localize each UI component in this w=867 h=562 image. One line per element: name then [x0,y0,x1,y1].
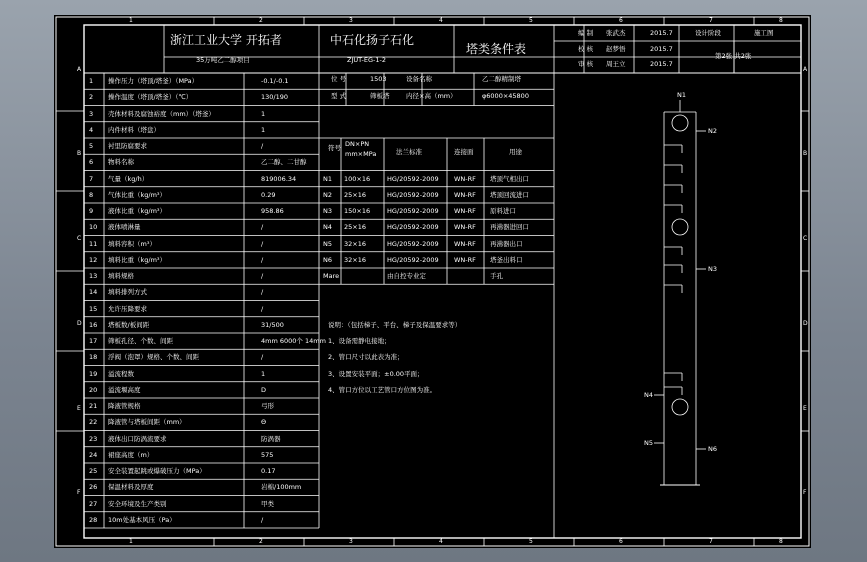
role-review: 审 核 [578,60,594,68]
zone-col-bottom: 3 [349,538,353,545]
param-name: 填料容积（m³） [108,239,156,248]
param-name: 10m处基本风压（Pa） [108,515,176,524]
date-check: 2015.7 [650,45,673,53]
param-no: 8 [89,190,94,199]
nozzle-dn: 150×16 [344,207,371,215]
role-check: 校 核 [578,45,594,53]
label-n5: N5 [644,439,653,447]
param-no: 20 [89,385,98,394]
nozzle-symbol: N1 [323,174,332,183]
param-name: 填料规格 [108,272,134,280]
param-value: 甲类 [261,499,274,508]
param-value: 岩棉/100mm [261,483,302,492]
zone-row-left: B [77,150,82,157]
param-name: 填料排列方式 [108,288,147,297]
param-value: 1 [261,109,266,118]
param-name: 塔板数/板间距 [108,320,150,329]
zone-col-top: 7 [709,17,713,24]
nozzle-symbol: N5 [323,239,332,248]
param-no: 19 [89,369,98,378]
param-value: / [261,142,264,150]
equipment-name-label: 设备名称 [406,75,432,83]
nozzle-standard: HG/20592-2009 [387,239,439,248]
param-name: 物料名称 [108,158,134,167]
param-name: 裙座高度（m） [108,450,154,459]
param-no: 16 [89,320,98,329]
zone-col-top: 3 [349,17,353,24]
size-value: φ6000×45800 [482,92,529,100]
param-value: / [261,223,264,232]
param-name: 液体喷淋量 [108,223,141,232]
zone-row-left: C [77,235,82,242]
param-value: Θ [261,418,267,427]
note-line: 说明：（包括梯子、平台、梯子及保温要求等） [328,320,462,329]
note-line: 1、设备需静电接地； [328,337,391,345]
role-compile: 编 制 [578,29,594,37]
zone-col-top: 2 [259,17,263,24]
param-no: 17 [89,337,98,345]
nozzle-standard: 由自控专业定 [387,272,426,280]
param-name: 操作压力（塔顶/塔釜）（MPa） [108,77,199,85]
nozzle-standard: HG/20592-2009 [387,223,439,232]
param-no: 14 [89,288,98,297]
nozzle-dn: 25×16 [344,190,366,199]
nozzle-symbol: N6 [323,255,332,264]
param-name: 安全装置起跳或爆破压力（MPa） [108,467,206,475]
nozzle-use: 塔釜出料口 [490,255,523,264]
nozzle-header-dn: DN×PN mm×MPa [345,140,377,158]
position-value: 1503 [370,75,387,83]
param-no: 24 [89,450,98,459]
name-compile: 张武杰 [606,29,626,37]
param-value: 0.17 [261,467,276,475]
type-label: 型 式 [331,92,347,100]
param-name: 安全环境及生产类别 [108,499,167,508]
stage-value: 施工图 [754,29,774,37]
size-label: 内径×高（mm） [406,92,457,100]
param-name: 筛板孔径、个数、间距 [108,337,173,345]
nozzle-use: 塔顶气相出口 [490,174,529,183]
param-no: 21 [89,402,98,410]
zone-col-bottom: 8 [779,538,783,545]
param-name: 溢流程数 [108,369,134,378]
zone-col-bottom: 4 [439,538,443,545]
param-no: 15 [89,304,98,313]
param-value: 弓形 [261,402,274,410]
param-name: 溢流堰高度 [108,385,141,394]
zone-row-left: A [77,66,82,73]
label-n6: N6 [708,445,717,453]
nozzle-symbol: Mare [323,272,340,280]
note-line: 3、设置安装平面；±0.00平面； [328,369,424,378]
param-value: 958.86 [261,207,284,215]
param-name: 允许压降要求 [108,304,147,313]
param-no: 23 [89,434,98,443]
nozzle-dn: 32×16 [344,239,366,248]
param-name: 填料比重（kg/m³） [108,255,167,264]
param-no: 1 [89,77,94,85]
param-name: 降液管规格 [108,402,141,410]
param-name: 液体出口防涡流要求 [108,434,167,443]
nozzle-header-face: 连接面 [454,148,474,156]
company-label: 中石化扬子石化 [330,33,415,47]
param-name: 气量（kg/h） [108,174,149,183]
param-no: 25 [89,467,98,475]
param-name: 保温材料及厚度 [108,483,154,492]
name-review: 周王立 [606,60,626,68]
equipment-name-value: 乙二醇精制塔 [482,75,521,83]
param-value: -0.1/-0.1 [261,77,289,85]
zone-row-right: C [803,235,808,242]
nozzle-header-symbol: 符号 [328,144,341,152]
param-no: 9 [89,207,94,215]
param-no: 28 [89,515,98,524]
zone-col-top: 4 [439,17,443,24]
param-value: 防涡器 [261,434,281,443]
nozzle-use: 再沸器出口 [490,239,523,248]
param-no: 7 [89,174,94,183]
param-value: 1 [261,125,266,134]
zone-col-bottom: 6 [619,538,623,545]
name-check: 赵梦悟 [606,45,626,53]
nozzle-dn: 32×16 [344,255,366,264]
zone-col-bottom: 2 [259,538,263,545]
param-name: 气体比重（kg/m³） [108,190,167,199]
param-no: 10 [89,223,98,232]
param-value: 乙二醇、二甘醇 [261,158,307,167]
param-value: / [261,288,264,297]
type-value: 筛板塔 [370,92,390,100]
nozzle-dn: 100×16 [344,174,371,183]
nozzle-face: WN-RF [454,239,476,248]
form-title: 塔类条件表 [466,42,527,56]
label-n3: N3 [708,265,717,273]
param-value: 0.29 [261,190,276,199]
nozzle-face: WN-RF [454,207,476,215]
zone-col-top: 8 [779,17,783,24]
param-no: 12 [89,255,98,264]
param-value: 4mm 6000个 14mm [261,337,326,345]
nozzle-face: WN-RF [454,223,476,232]
zone-row-right: A [803,66,808,73]
zone-row-left: E [77,405,81,412]
nozzle-standard: HG/20592-2009 [387,255,439,264]
nozzle-standard: HG/20592-2009 [387,207,439,215]
param-value: / [261,272,264,280]
param-value: / [261,255,264,264]
project-label: 35万吨乙二醇项目 [196,56,250,64]
param-value: / [261,304,264,313]
param-no: 4 [89,125,94,134]
nozzle-use: 再沸器进回口 [490,223,529,232]
nozzle-use: 手孔 [490,272,503,280]
zone-col-top: 6 [619,17,623,24]
param-value: / [261,353,264,362]
nozzle-use: 原料进口 [490,207,516,215]
position-label: 位 号 [331,75,347,83]
zone-row-left: D [77,320,82,327]
zone-col-bottom: 5 [529,538,533,545]
sheet-info: 第2张 共2张 [715,52,752,60]
param-name: 降液管与塔板间距（mm） [108,418,186,427]
param-value: 31/500 [261,320,284,329]
nozzle-header-std: 法兰标准 [396,148,422,156]
zone-row-right: E [803,405,807,412]
label-n2: N2 [708,127,717,135]
zone-row-right: F [803,489,807,496]
param-name: 衬里防腐要求 [108,142,147,150]
note-line: 4、管口方位以工艺管口方位图为准。 [328,385,437,394]
param-value: / [261,515,264,524]
param-no: 18 [89,353,98,362]
zone-row-right: D [803,320,808,327]
param-name: 操作温度（塔顶/塔釜）（℃） [108,93,193,102]
nozzle-symbol: N4 [323,223,332,232]
nozzle-symbol: N2 [323,190,332,199]
zone-col-top: 5 [529,17,533,24]
university-label: 浙江工业大学 开拓者 [170,33,282,47]
date-review: 2015.7 [650,60,673,68]
zone-row-left: F [77,489,81,496]
param-name: 内件材料（塔盘） [108,125,160,134]
param-no: 11 [89,239,98,248]
param-no: 2 [89,93,94,102]
drawing-number: ZJUT-EG-1-2 [347,56,386,64]
zone-col-bottom: 1 [129,538,133,545]
param-no: 27 [89,499,98,508]
zone-col-bottom: 7 [709,538,713,545]
note-line: 2、管口尺寸以此表为准； [328,353,404,362]
param-value: / [261,239,264,248]
param-value: 1 [261,369,266,378]
zone-row-right: B [803,150,808,157]
param-value: D [261,385,267,394]
nozzle-face: WN-RF [454,190,476,199]
zone-col-top: 1 [129,17,133,24]
nozzle-face: WN-RF [454,255,476,264]
param-no: 26 [89,483,98,492]
param-value: 130/190 [261,93,289,102]
param-no: 3 [89,109,94,118]
param-name: 浮阀（泡罩）规格、个数、间距 [108,353,199,362]
nozzle-standard: HG/20592-2009 [387,174,439,183]
param-value: 575 [261,450,274,459]
date-compile: 2015.7 [650,29,673,37]
param-no: 22 [89,418,98,427]
label-n4: N4 [644,391,653,399]
param-name: 壳体材料及腐蚀裕度（mm）（塔釜） [108,109,215,118]
stage-label: 设计阶段 [695,29,721,37]
nozzle-symbol: N3 [323,207,332,215]
label-n1: N1 [677,91,686,99]
drawing-sheet [54,15,811,548]
param-no: 5 [89,142,94,150]
nozzle-header-use: 用途 [509,148,522,156]
param-no: 6 [89,158,94,167]
param-value: 819006.34 [261,174,297,183]
nozzle-dn: 25×16 [344,223,366,232]
nozzle-face: WN-RF [454,174,476,183]
param-no: 13 [89,272,98,280]
nozzle-use: 塔顶回流进口 [490,190,529,199]
nozzle-standard: HG/20592-2009 [387,190,439,199]
param-name: 液体比重（kg/m³） [108,207,167,215]
